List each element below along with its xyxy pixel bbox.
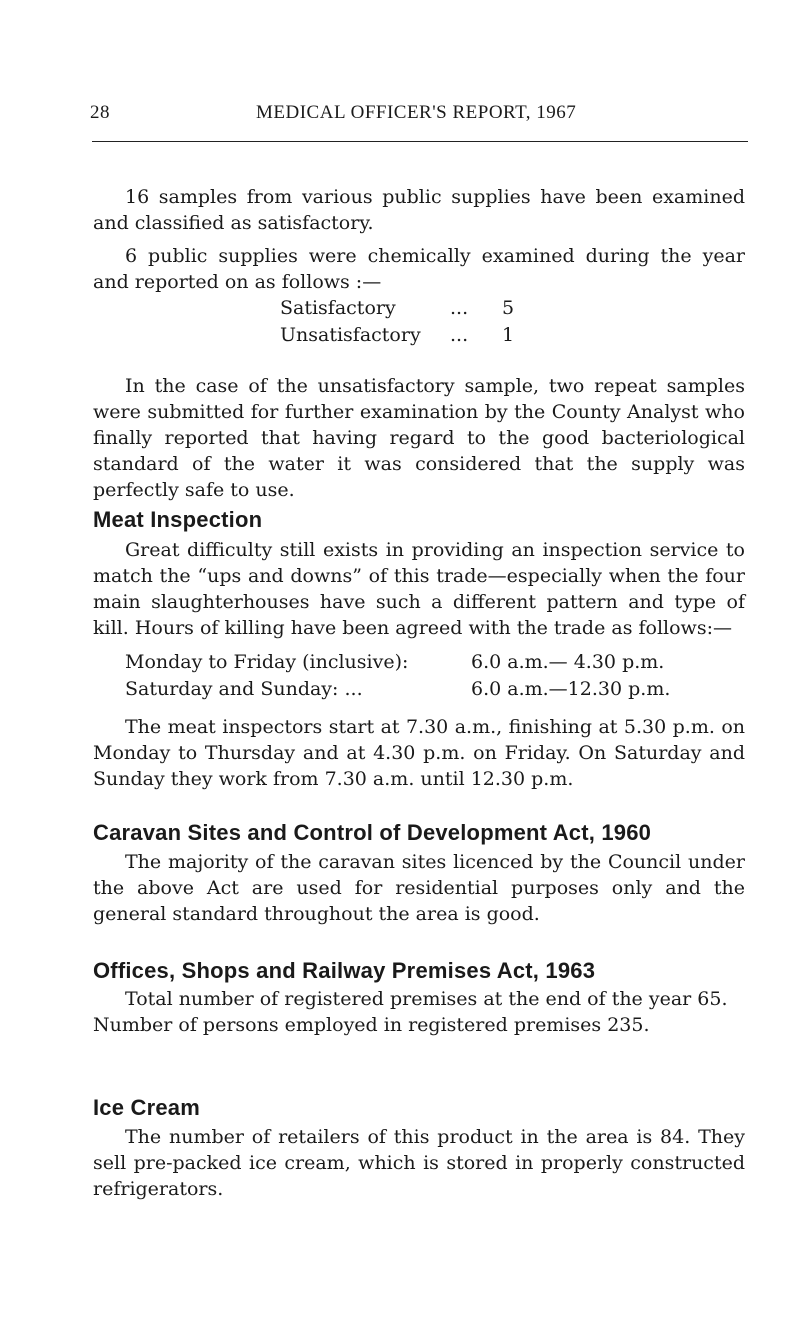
water-samples-paragraph: 16 samples from various public supplies have been examined and classified as satisfactory.: [93, 186, 745, 234]
page-number: 28: [90, 102, 110, 123]
meat-inspectors-paragraph: The meat inspectors start at 7.30 a.m., finishing at 5.30 p.m. on Monday to Thursday and at 4.30 p.m. on Friday. On Saturday and Sunday they work from 7.30 a.m. until 12.30 p.m.: [93, 716, 745, 790]
hours-row-weekday: [125, 649, 745, 676]
caravan-sites-paragraph: The majority of the caravan sites licenced by the Council under the above Act are used for residential purposes only and the general standard throughout the area is good.: [93, 851, 745, 925]
result-value: 1: [502, 324, 515, 346]
result-value: 5: [502, 297, 515, 319]
unsatisfactory-sample-paragraph: In the case of the unsatisfactory sample, two repeat samples were submitted for further examination by the County Analyst who finally reported that having regard to the good bacteriological standard of the water it was considered that the supply was perfectly safe to use.: [93, 375, 745, 501]
offices-shops-heading: Offices, Shops and Railway Premises Act, 1963: [93, 958, 596, 983]
leader-dots: ...: [450, 324, 469, 346]
caravan-sites-heading: Caravan Sites and Control of Development Act, 1960: [93, 820, 652, 845]
meat-inspection-heading: Meat Inspection: [93, 507, 263, 532]
hours-time: 6.0 a.m.— 4.30 p.m.: [471, 651, 665, 673]
meat-difficulty-paragraph: Great difficulty still exists in providing an inspection service to match the “ups and downs” of this trade—especially when the four main slaughterhouses have such a different pattern and type of kill. Hours of killing have been agreed with the trade as follows:—: [93, 539, 745, 639]
leader-dots: ...: [450, 297, 469, 319]
chemical-exam-paragraph: 6 public supplies were chemically examined during the year and reported on as follows :—: [93, 245, 745, 293]
persons-employed-line: Number of persons employed in registered premises 235.: [93, 1014, 650, 1036]
header-rule: [92, 141, 748, 142]
killing-hours-table: [125, 649, 745, 703]
running-title: MEDICAL OFFICER'S REPORT, 1967: [256, 102, 577, 123]
hours-day: Monday to Friday (inclusive):: [125, 651, 409, 673]
hours-time: 6.0 a.m.—12.30 p.m.: [471, 678, 671, 700]
ice-cream-paragraph: The number of retailers of this product in the area is 84. They sell pre-packed ice cream, which is stored in properly constructed refrigerators.: [93, 1126, 745, 1200]
result-row-satisfactory: [280, 295, 540, 322]
result-label: Satisfactory: [280, 297, 396, 319]
registered-premises-line: Total number of registered premises at the end of the year 65.: [125, 988, 728, 1010]
result-label: Unsatisfactory: [280, 324, 421, 346]
running-head: [90, 102, 740, 132]
result-row-unsatisfactory: [280, 322, 540, 349]
ice-cream-heading: Ice Cream: [93, 1095, 200, 1120]
results-table: [280, 295, 540, 349]
hours-day: Saturday and Sunday: ...: [125, 678, 363, 700]
hours-row-weekend: [125, 676, 745, 703]
